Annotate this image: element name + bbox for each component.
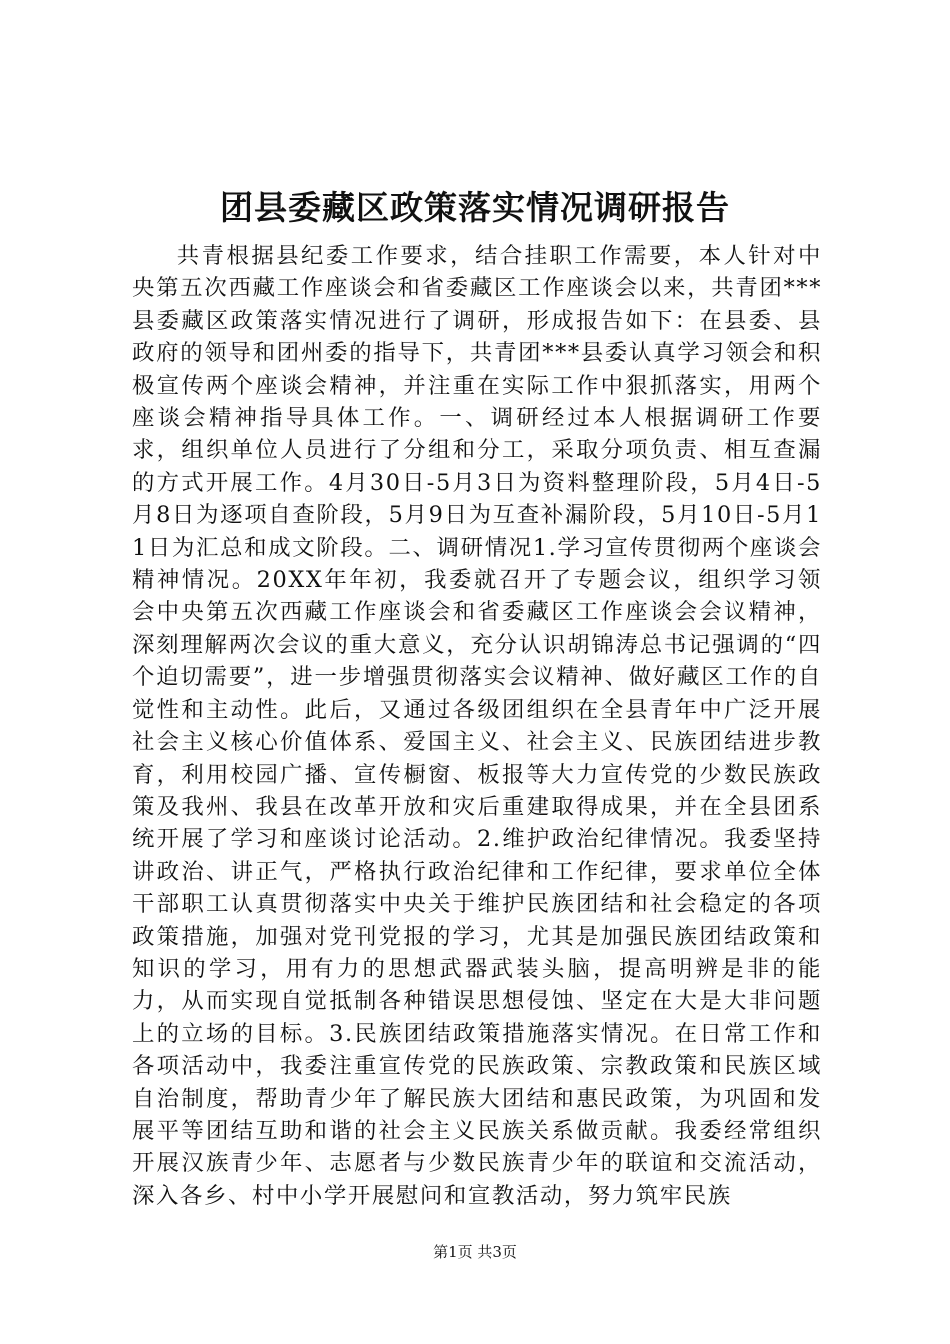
page-number-footer: 第1页 共3页 — [433, 1243, 517, 1261]
document-title: 团县委藏区政策落实情况调研报告 — [220, 188, 730, 227]
document-body-paragraph: 共青根据县纪委工作要求，结合挂职工作需要，本人针对中央第五次西藏工作座谈会和省委藏区工作座谈会以来，共青团***县委藏区政策落实情况进行了调研，形成报告如下：在县委、县政府的领导和团州委的指导下，共青团***县委认真学习领会和积极宣传两个座谈会精神，并注重在实际工作中狠抓落实，用两个座谈会精神指导具体工作。一、调研经过本人根据调研工作要求，组织单位人员进行了分组和分工，采取分项负责、相互查漏的方式开展工作。4月30日-5月3日为资料整理阶段，5月4日-5月8日为逐项自查阶段，5月9日为互查补漏阶段，5月10日-5月11日为汇总和成文阶段。二、调研情况1.学习宣传贯彻两个座谈会精神情况。20XX年年初，我委就召开了专题会议，组织学习领会中央第五次西藏工作座谈会和省委藏区工作座谈会会议精神，深刻理解两次会议的重大意义，充分认识胡锦涛总书记强调的“四个迫切需要”，进一步增强贯彻落实会议精神、做好藏区工作的自觉性和主动性。此后，又通过各级团组织在全县青年中广泛开展社会主义核心价值体系、爱国主义、社会主义、民族团结进步教育，利用校园广播、宣传橱窗、板报等大力宣传党的少数民族政策及我州、我县在改革开放和灾后重建取得成果，并在全县团系统开展了学习和座谈讨论活动。2.维护政治纪律情况。我委坚持讲政治、讲正气，严格执行政治纪律和工作纪律，要求单位全体干部职工认真贯彻落实中央关于维护民族团结和社会稳定的各项政策措施，加强对党刊党报的学习，尤其是加强民族团结政策和知识的学习，用有力的思想武器武装头脑，提高明辨是非的能力，从而实现自觉抵制各种错误思想侵蚀、坚定在大是大非问题上的立场的目标。3.民族团结政策措施落实情况。在日常工作和各项活动中，我委注重宣传党的民族政策、宗教政策和民族区域自治制度，帮助青少年了解民族大团结和惠民政策，为巩固和发展平等团结互助和谐的社会主义民族关系做贡献。我委经常组织开展汉族青少年、志愿者与少数民族青少年的联谊和交流活动，深入各乡、村中小学开展慰问和宣教活动，努力筑牢民族 — [132, 243, 822, 1209]
